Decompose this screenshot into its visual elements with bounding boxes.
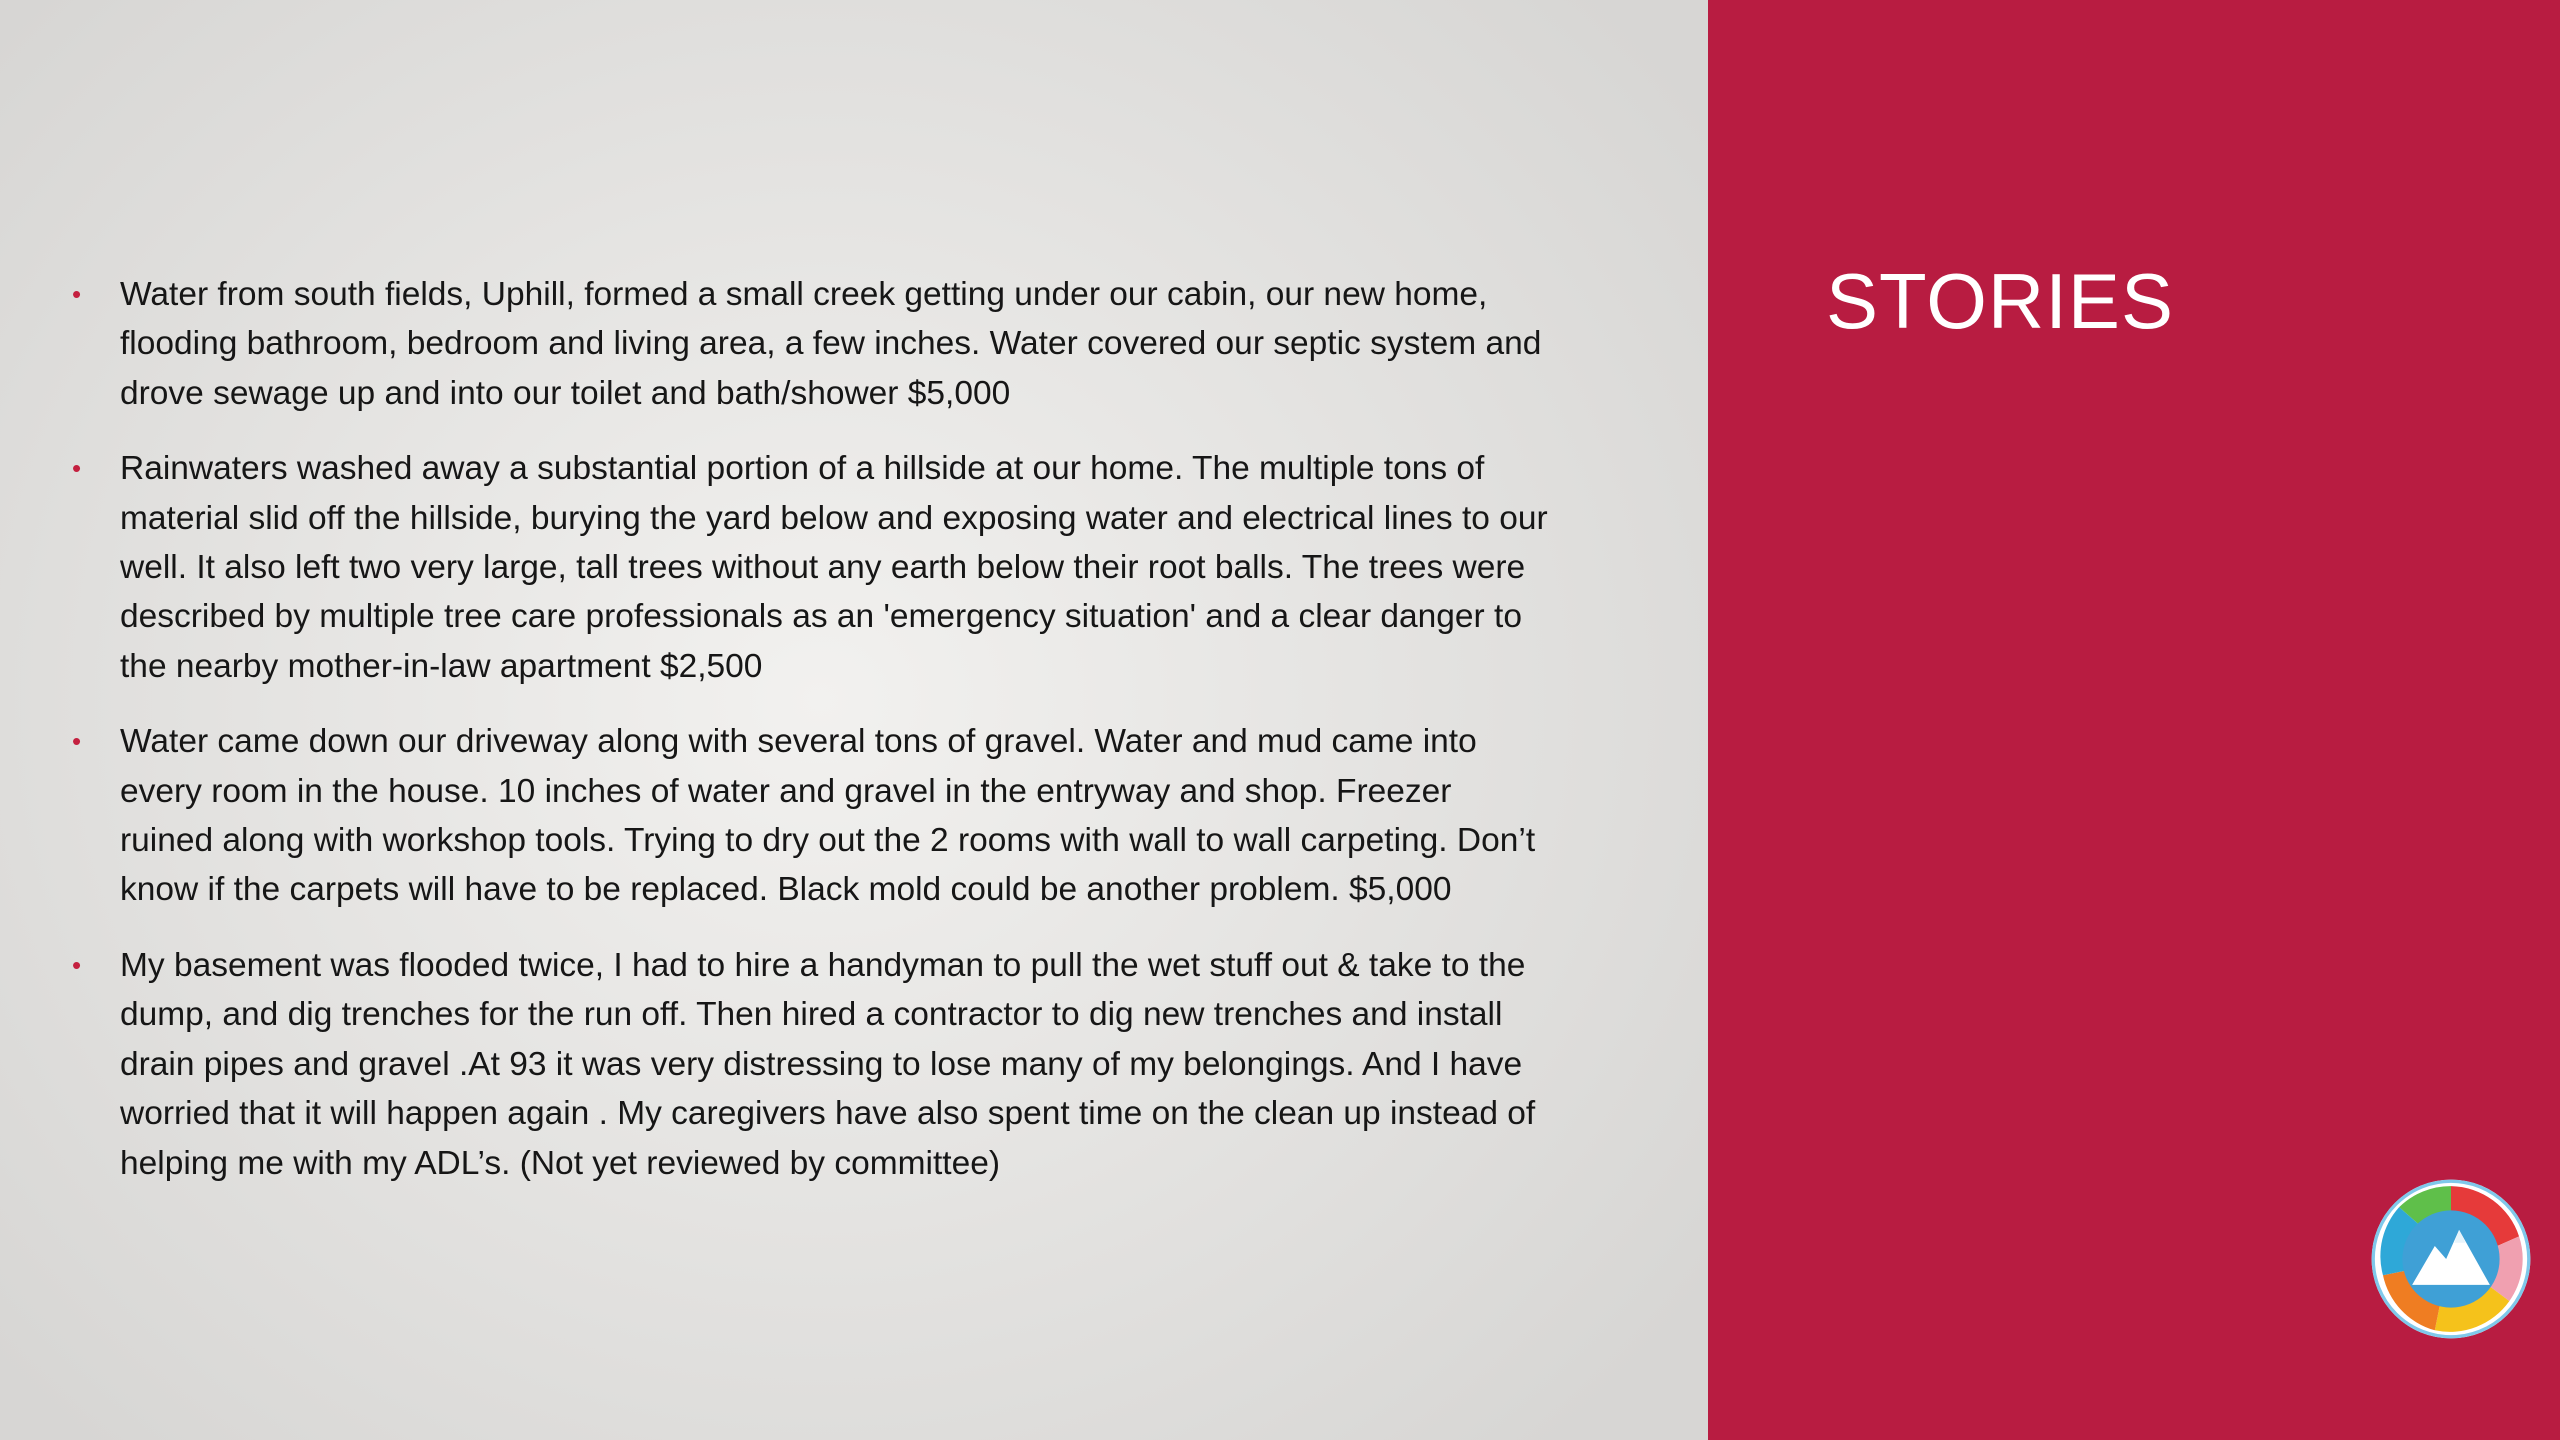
story-item xyxy=(72,717,1552,915)
bullet-icon: • xyxy=(72,949,82,980)
story-text: Rainwaters washed away a substantial portion of a hillside at our home. The multiple tons of material slid off the hillside, burying the yard below and exposing water and electrical lines to our well. It also left two very large, tall trees without any earth below their root balls. The trees were described by multiple tree care professionals as an 'emergency situation' and a clear danger to the nearby mother-in-law apartment $2,500 xyxy=(120,450,1548,685)
slide-title: STORIES xyxy=(1826,257,2174,345)
bullet-icon: • xyxy=(72,279,82,309)
story-item xyxy=(72,444,1552,691)
mountain-circle-logo-icon xyxy=(2370,1178,2532,1340)
story-text: Water came down our driveway along with several tons of gravel. Water and mud came into every room in the house. 10 inches of water and gravel in the entryway and shop. Freezer ruined along with workshop tools. Trying to dry out the 2 rooms with wall to wall carpeting. Don’t know if the carpets will have to be replaced. Black mold could be another problem. $5,000 xyxy=(120,723,1536,909)
story-item xyxy=(72,941,1552,1188)
story-item xyxy=(72,270,1552,418)
story-text: My basement was flooded twice, I had to hire a handyman to pull the wet stuff out & take to the dump, and dig trenches for the run off. Then hired a contractor to dig new trenches and install drain pipes and gravel .At 93 it was very distressing to lose many of my belongings. And I have worried that it will happen again . My caregivers have also spent time on the clean up instead of helping me with my ADL’s. (Not yet reviewed by committee) xyxy=(120,946,1536,1182)
story-text: Water from south fields, Uphill, formed a small creek getting under our cabin, our new home, flooding bathroom, bedroom and living area, a few inches. Water covered our septic system and drove sewage up and into our toilet and bath/shower $5,000 xyxy=(120,276,1542,412)
stories-list xyxy=(72,270,1552,1214)
bullet-icon: • xyxy=(72,726,82,757)
bullet-icon: • xyxy=(72,453,82,484)
